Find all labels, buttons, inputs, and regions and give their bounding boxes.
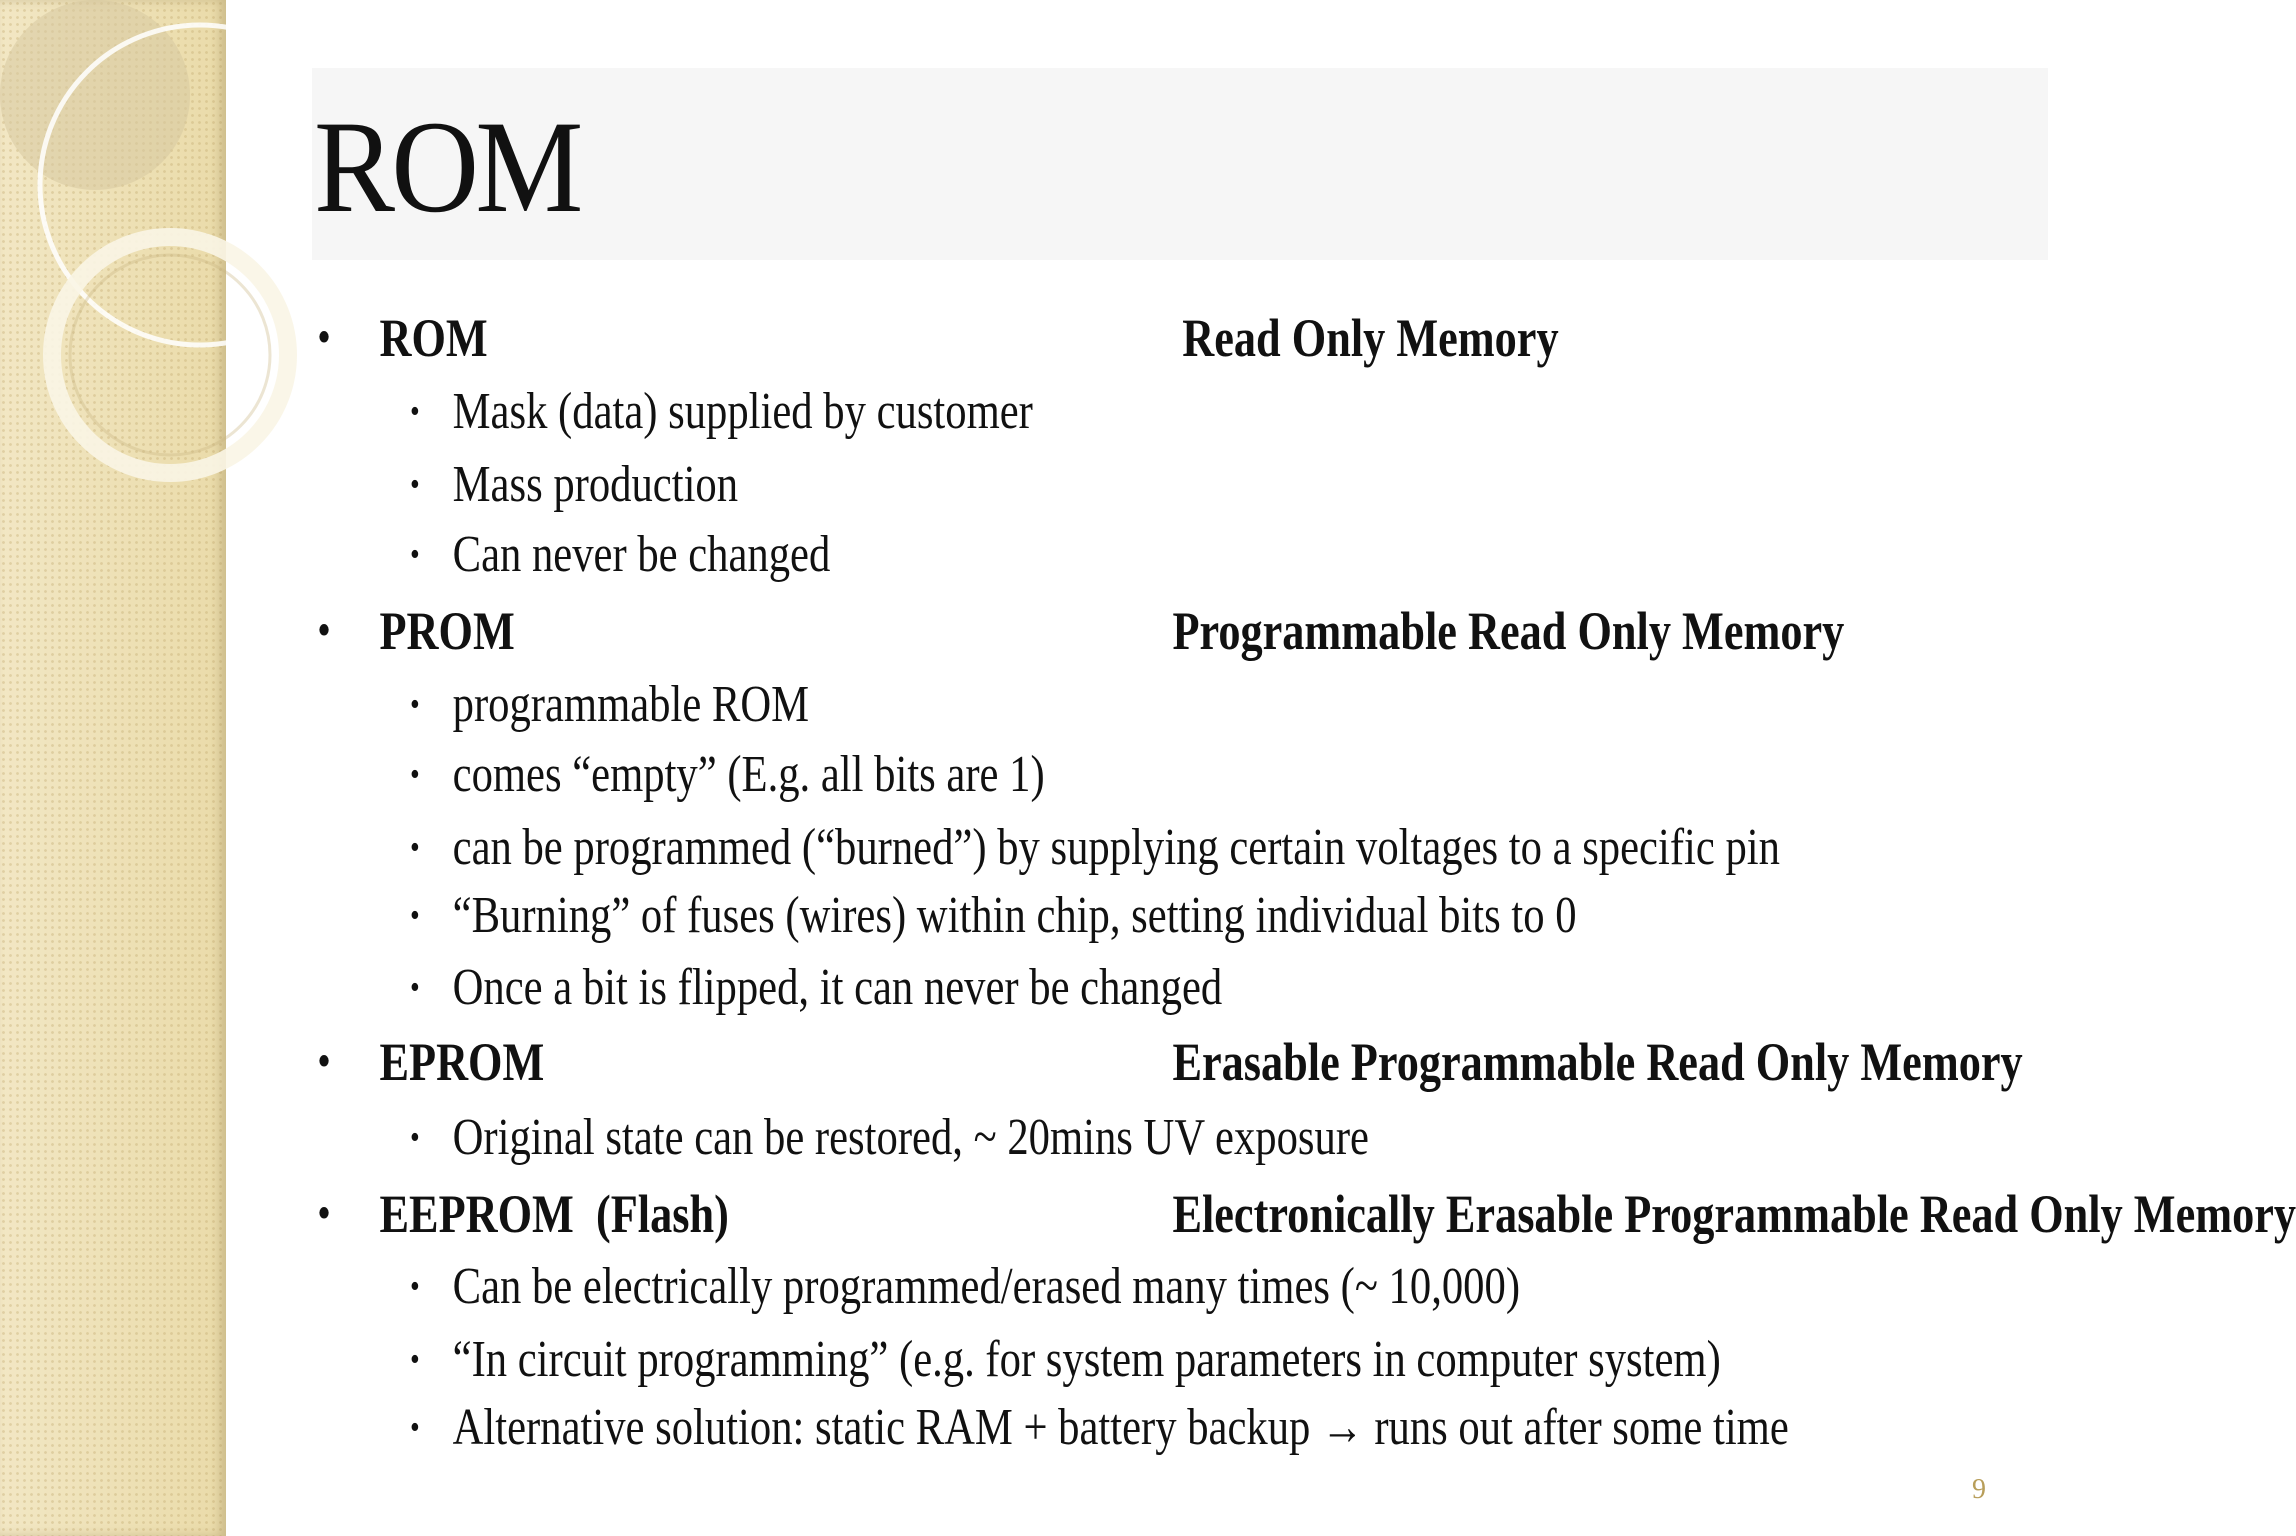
bullet-icon: • [318,1039,331,1085]
bullet-icon: • [410,1409,420,1446]
section-term: EEPROM (Flash) [379,1184,729,1244]
section-term: ROM [379,308,488,368]
section-term: PROM [379,601,515,661]
slide-title: ROM [314,93,580,240]
page-number: 9 [1972,1474,1986,1505]
bullet-icon: • [410,969,420,1006]
section-definition: Erasable Programmable Read Only Memory [1172,1032,2023,1092]
section-definition: Read Only Memory [1182,308,1559,368]
bullet-icon: • [410,393,420,430]
bullet-icon: • [410,466,420,503]
section-term: EPROM [379,1032,545,1092]
bullet-icon: • [410,756,420,793]
decorative-sidebar [0,0,226,1536]
bullet-icon: • [410,1119,420,1156]
bullet-icon: • [318,1191,331,1237]
bullet-icon: • [410,1341,420,1378]
bullet-icon: • [410,686,420,723]
bullet-icon: • [410,536,420,573]
bullet-icon: • [410,1268,420,1305]
bullet-icon: • [318,315,331,361]
bullet-icon: • [318,608,331,654]
section-definition: Programmable Read Only Memory [1172,601,1845,661]
decorative-circles-graphic [0,0,226,520]
bullet-icon: • [410,829,420,866]
bullet-icon: • [410,897,420,934]
slide: ROM • ROM Read Only Memory • Mask (data) supplied by customer • Mass production • Can never be changed • PROM Programmable Read Only Memory • programmable ROM • comes “empty” (E.g. all bits are 1) • can be programmed (“burned”) by supplying certain voltages to a specific pin • “Burning” of fuses (wires) within chip, setting individual bits to 0 • Once a bit is flipped, it can never be changed • EPROM Erasable Programmable Read Only Memory • Original state can be restored, ~ 20mins UV exposure • EEPROM (Flash) Electronically Erasable Programmable Read Only Memory • Can be electrically programmed/erased many times (~ 10,000) • “In circuit programming” (e.g. for system parameters in computer system) • Alternative solution: static RAM + battery backup → runs out after some time 9 [0,0,2048,1536]
section-definition: Electronically Erasable Programmable Read Only Memory [1172,1184,2296,1244]
